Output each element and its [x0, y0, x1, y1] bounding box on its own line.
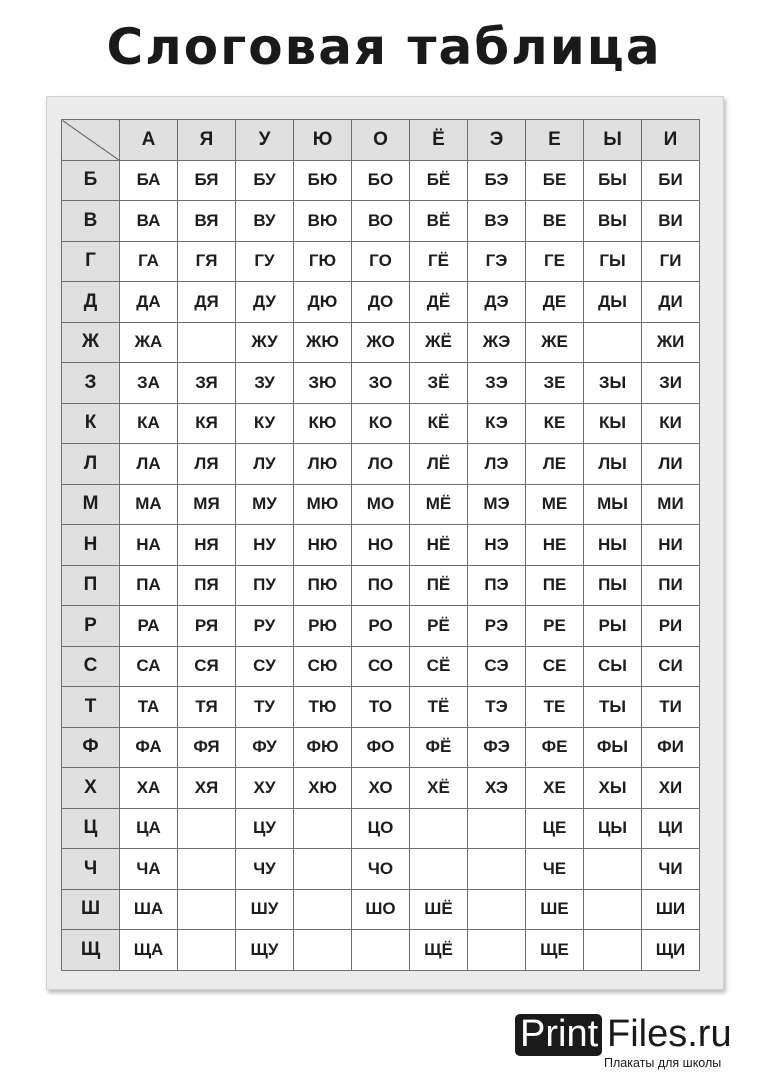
- syllable-cell: ГЮ: [294, 241, 352, 282]
- syllable-cell: ШУ: [236, 889, 294, 930]
- syllable-cell: СЮ: [294, 646, 352, 687]
- syllable-cell: ТА: [120, 687, 178, 728]
- consonant-header: Л: [62, 444, 120, 485]
- syllable-cell: ЛЭ: [468, 444, 526, 485]
- consonant-header: Ч: [62, 849, 120, 890]
- syllable-cell: БЮ: [294, 160, 352, 201]
- syllable-cell: НА: [120, 525, 178, 566]
- empty-cell: [468, 930, 526, 971]
- table-row: [62, 363, 700, 404]
- syllable-cell: ЖИ: [642, 322, 700, 363]
- page-title: Слоговая таблица: [106, 18, 662, 76]
- syllable-cell: ДЫ: [584, 282, 642, 323]
- syllable-cell: ГА: [120, 241, 178, 282]
- table-row: [62, 322, 700, 363]
- syllable-cell: ТУ: [236, 687, 294, 728]
- empty-cell: [584, 322, 642, 363]
- syllable-cell: НЫ: [584, 525, 642, 566]
- syllable-cell: НЮ: [294, 525, 352, 566]
- vowel-header: Ы: [584, 120, 642, 161]
- syllable-cell: ПЫ: [584, 565, 642, 606]
- syllable-cell: БЭ: [468, 160, 526, 201]
- syllable-cell: СА: [120, 646, 178, 687]
- syllable-cell: ГУ: [236, 241, 294, 282]
- syllable-cell: ШЕ: [526, 889, 584, 930]
- syllable-cell: ДУ: [236, 282, 294, 323]
- syllable-cell: ХЮ: [294, 768, 352, 809]
- syllable-cell: НЕ: [526, 525, 584, 566]
- syllable-cell: МЫ: [584, 484, 642, 525]
- table-row: [62, 484, 700, 525]
- table-row: [62, 768, 700, 809]
- syllable-cell: ФЁ: [410, 727, 468, 768]
- syllable-cell: ЗО: [352, 363, 410, 404]
- syllable-cell: ЛИ: [642, 444, 700, 485]
- syllable-cell: МИ: [642, 484, 700, 525]
- empty-cell: [294, 808, 352, 849]
- syllable-cell: ЧУ: [236, 849, 294, 890]
- consonant-header: П: [62, 565, 120, 606]
- syllable-cell: РА: [120, 606, 178, 647]
- syllable-cell: ЦЕ: [526, 808, 584, 849]
- syllable-cell: ДО: [352, 282, 410, 323]
- empty-cell: [294, 889, 352, 930]
- empty-cell: [410, 849, 468, 890]
- syllable-cell: ЦО: [352, 808, 410, 849]
- syllable-cell: МЭ: [468, 484, 526, 525]
- syllable-cell: СЕ: [526, 646, 584, 687]
- syllable-cell: КИ: [642, 403, 700, 444]
- syllable-cell: МЮ: [294, 484, 352, 525]
- syllable-cell: НИ: [642, 525, 700, 566]
- syllable-cell: ПЁ: [410, 565, 468, 606]
- syllable-cell: ШИ: [642, 889, 700, 930]
- syllable-cell: БЫ: [584, 160, 642, 201]
- vowel-header: Э: [468, 120, 526, 161]
- syllable-cell: РЫ: [584, 606, 642, 647]
- syllable-cell: РЕ: [526, 606, 584, 647]
- syllable-cell: ЛЁ: [410, 444, 468, 485]
- syllable-cell: СЁ: [410, 646, 468, 687]
- consonant-header: Б: [62, 160, 120, 201]
- syllable-cell: РО: [352, 606, 410, 647]
- syllable-cell: ГЯ: [178, 241, 236, 282]
- table-row: [62, 444, 700, 485]
- syllable-cell: ХЕ: [526, 768, 584, 809]
- table-row: [62, 849, 700, 890]
- syllable-cell: ГЁ: [410, 241, 468, 282]
- syllable-cell: МА: [120, 484, 178, 525]
- syllable-cell: ЗИ: [642, 363, 700, 404]
- syllable-cell: ЗУ: [236, 363, 294, 404]
- syllable-cell: ВЯ: [178, 201, 236, 242]
- table-row: [62, 687, 700, 728]
- syllable-cell: ВЮ: [294, 201, 352, 242]
- syllable-cell: ВА: [120, 201, 178, 242]
- vowel-header: О: [352, 120, 410, 161]
- syllable-cell: БИ: [642, 160, 700, 201]
- syllable-cell: ФЯ: [178, 727, 236, 768]
- syllable-cell: ПЮ: [294, 565, 352, 606]
- syllable-cell: ША: [120, 889, 178, 930]
- syllable-cell: МЁ: [410, 484, 468, 525]
- table-row: [62, 808, 700, 849]
- syllable-cell: ЖЕ: [526, 322, 584, 363]
- syllable-cell: КЭ: [468, 403, 526, 444]
- syllable-cell: ТЮ: [294, 687, 352, 728]
- syllable-cell: ДЁ: [410, 282, 468, 323]
- table-row: [62, 930, 700, 971]
- syllable-cell: ТЁ: [410, 687, 468, 728]
- syllable-cell: ЩИ: [642, 930, 700, 971]
- syllable-cell: ЦА: [120, 808, 178, 849]
- syllable-cell: МУ: [236, 484, 294, 525]
- syllable-cell: НЯ: [178, 525, 236, 566]
- syllable-cell: МО: [352, 484, 410, 525]
- syllable-cell: ЗЮ: [294, 363, 352, 404]
- consonant-header: Д: [62, 282, 120, 323]
- syllable-cell: ТИ: [642, 687, 700, 728]
- syllable-cell: ВЭ: [468, 201, 526, 242]
- syllable-cell: ГЭ: [468, 241, 526, 282]
- empty-cell: [178, 889, 236, 930]
- table-row: [62, 727, 700, 768]
- table-row: [62, 565, 700, 606]
- syllable-cell: ВЫ: [584, 201, 642, 242]
- syllable-cell: СЯ: [178, 646, 236, 687]
- consonant-header: Р: [62, 606, 120, 647]
- syllable-cell: СЫ: [584, 646, 642, 687]
- header-row: [62, 120, 700, 161]
- empty-cell: [178, 322, 236, 363]
- syllable-cell: ДЕ: [526, 282, 584, 323]
- consonant-header: М: [62, 484, 120, 525]
- syllable-cell: ГЫ: [584, 241, 642, 282]
- syllable-cell: ЖЁ: [410, 322, 468, 363]
- syllable-cell: ХЫ: [584, 768, 642, 809]
- empty-cell: [294, 849, 352, 890]
- syllable-cell: ЖЭ: [468, 322, 526, 363]
- syllable-cell: ТЯ: [178, 687, 236, 728]
- syllable-cell: ХЯ: [178, 768, 236, 809]
- vowel-header: А: [120, 120, 178, 161]
- syllable-cell: ЧО: [352, 849, 410, 890]
- consonant-header: Т: [62, 687, 120, 728]
- syllable-cell: ФУ: [236, 727, 294, 768]
- consonant-header: З: [62, 363, 120, 404]
- syllable-cell: ТЫ: [584, 687, 642, 728]
- syllable-cell: ЩЁ: [410, 930, 468, 971]
- vowel-header: Ё: [410, 120, 468, 161]
- syllable-cell: РЯ: [178, 606, 236, 647]
- syllable-cell: ДА: [120, 282, 178, 323]
- syllable-cell: ВИ: [642, 201, 700, 242]
- syllable-cell: БЁ: [410, 160, 468, 201]
- syllable-cell: ПУ: [236, 565, 294, 606]
- syllable-cell: КЮ: [294, 403, 352, 444]
- syllable-cell: РЮ: [294, 606, 352, 647]
- empty-cell: [584, 849, 642, 890]
- syllable-cell: БА: [120, 160, 178, 201]
- syllable-cell: ЛА: [120, 444, 178, 485]
- empty-cell: [584, 889, 642, 930]
- logo-files-text: Files.ru: [607, 1013, 732, 1055]
- syllable-cell: МЕ: [526, 484, 584, 525]
- syllable-cell: ПЯ: [178, 565, 236, 606]
- syllable-cell: ЖО: [352, 322, 410, 363]
- empty-cell: [468, 808, 526, 849]
- empty-cell: [410, 808, 468, 849]
- table-row: [62, 646, 700, 687]
- syllable-cell: ЩА: [120, 930, 178, 971]
- syllable-cell: ВО: [352, 201, 410, 242]
- syllable-cell: ХО: [352, 768, 410, 809]
- table-row: [62, 282, 700, 323]
- syllable-cell: ПА: [120, 565, 178, 606]
- vowel-header: Ю: [294, 120, 352, 161]
- empty-cell: [584, 930, 642, 971]
- syllable-cell: ФЕ: [526, 727, 584, 768]
- table-row: [62, 889, 700, 930]
- syllable-cell: ДИ: [642, 282, 700, 323]
- syllable-cell: СО: [352, 646, 410, 687]
- consonant-header: Ц: [62, 808, 120, 849]
- syllable-cell: ЛЫ: [584, 444, 642, 485]
- syllable-cell: ЛЯ: [178, 444, 236, 485]
- syllable-cell: НУ: [236, 525, 294, 566]
- syllable-cell: РЁ: [410, 606, 468, 647]
- syllable-cell: ШЁ: [410, 889, 468, 930]
- syllable-cell: ВЁ: [410, 201, 468, 242]
- empty-cell: [468, 889, 526, 930]
- syllable-cell: ЦЫ: [584, 808, 642, 849]
- table-row: [62, 160, 700, 201]
- syllable-cell: ЩУ: [236, 930, 294, 971]
- syllable-cell: ПЭ: [468, 565, 526, 606]
- syllable-cell: КЁ: [410, 403, 468, 444]
- syllable-cell: ЛО: [352, 444, 410, 485]
- syllable-cell: РУ: [236, 606, 294, 647]
- syllable-cell: ФЫ: [584, 727, 642, 768]
- syllable-cell: ЗЕ: [526, 363, 584, 404]
- syllable-cell: ПИ: [642, 565, 700, 606]
- syllable-cell: ЖУ: [236, 322, 294, 363]
- consonant-header: В: [62, 201, 120, 242]
- logo-tagline: Плакаты для школы: [604, 1056, 722, 1070]
- consonant-header: К: [62, 403, 120, 444]
- syllable-cell: ХИ: [642, 768, 700, 809]
- syllable-cell: ВУ: [236, 201, 294, 242]
- syllable-cell: ЧИ: [642, 849, 700, 890]
- consonant-header: Ш: [62, 889, 120, 930]
- syllable-cell: ЦИ: [642, 808, 700, 849]
- syllable-cell: РЭ: [468, 606, 526, 647]
- syllable-cell: ФИ: [642, 727, 700, 768]
- empty-cell: [178, 849, 236, 890]
- syllable-cell: МЯ: [178, 484, 236, 525]
- syllable-cell: СИ: [642, 646, 700, 687]
- syllable-cell: ЗЭ: [468, 363, 526, 404]
- syllable-cell: ФА: [120, 727, 178, 768]
- syllable-cell: ЛЕ: [526, 444, 584, 485]
- syllable-cell: ПО: [352, 565, 410, 606]
- syllable-cell: КУ: [236, 403, 294, 444]
- corner-cell: [62, 120, 120, 161]
- syllable-cell: ЛЮ: [294, 444, 352, 485]
- syllable-cell: ЖЮ: [294, 322, 352, 363]
- empty-cell: [468, 849, 526, 890]
- vowel-header: Я: [178, 120, 236, 161]
- table-row: [62, 241, 700, 282]
- logo-print-text: Print: [520, 1013, 599, 1055]
- syllable-cell: НЁ: [410, 525, 468, 566]
- syllable-cell: ШО: [352, 889, 410, 930]
- printfiles-logo: [513, 1000, 743, 1080]
- syllable-cell: ЦУ: [236, 808, 294, 849]
- syllable-cell: КЫ: [584, 403, 642, 444]
- syllable-cell: ФЭ: [468, 727, 526, 768]
- syllable-cell: ХЁ: [410, 768, 468, 809]
- vowel-header: И: [642, 120, 700, 161]
- vowel-header: Е: [526, 120, 584, 161]
- syllable-cell: ЗЁ: [410, 363, 468, 404]
- syllable-cell: ЗЫ: [584, 363, 642, 404]
- syllable-table: [61, 119, 700, 971]
- syllable-cell: ХА: [120, 768, 178, 809]
- consonant-header: Н: [62, 525, 120, 566]
- syllable-cell: ГО: [352, 241, 410, 282]
- syllable-cell: СЭ: [468, 646, 526, 687]
- syllable-cell: ДЭ: [468, 282, 526, 323]
- table-row: [62, 525, 700, 566]
- syllable-cell: ЖА: [120, 322, 178, 363]
- syllable-cell: ГЕ: [526, 241, 584, 282]
- syllable-cell: ЗА: [120, 363, 178, 404]
- syllable-cell: КЕ: [526, 403, 584, 444]
- syllable-cell: БУ: [236, 160, 294, 201]
- syllable-cell: ЗЯ: [178, 363, 236, 404]
- syllable-cell: НЭ: [468, 525, 526, 566]
- table-row: [62, 403, 700, 444]
- syllable-cell: ДЮ: [294, 282, 352, 323]
- syllable-cell: ЧЕ: [526, 849, 584, 890]
- syllable-cell: ЩЕ: [526, 930, 584, 971]
- syllable-cell: БО: [352, 160, 410, 201]
- empty-cell: [352, 930, 410, 971]
- consonant-header: Х: [62, 768, 120, 809]
- syllable-cell: КА: [120, 403, 178, 444]
- table-row: [62, 606, 700, 647]
- table-row: [62, 201, 700, 242]
- consonant-header: Ф: [62, 727, 120, 768]
- empty-cell: [294, 930, 352, 971]
- syllable-cell: ДЯ: [178, 282, 236, 323]
- syllable-cell: ВЕ: [526, 201, 584, 242]
- syllable-cell: КЯ: [178, 403, 236, 444]
- empty-cell: [178, 930, 236, 971]
- empty-cell: [178, 808, 236, 849]
- syllable-cell: ХЭ: [468, 768, 526, 809]
- syllable-cell: КО: [352, 403, 410, 444]
- syllable-cell: ТО: [352, 687, 410, 728]
- syllable-cell: ТЕ: [526, 687, 584, 728]
- syllable-cell: ЧА: [120, 849, 178, 890]
- syllable-cell: НО: [352, 525, 410, 566]
- consonant-header: С: [62, 646, 120, 687]
- consonant-header: Ж: [62, 322, 120, 363]
- vowel-header: У: [236, 120, 294, 161]
- syllable-cell: СУ: [236, 646, 294, 687]
- syllable-cell: ЛУ: [236, 444, 294, 485]
- syllable-cell: ГИ: [642, 241, 700, 282]
- syllable-cell: ТЭ: [468, 687, 526, 728]
- syllable-cell: ПЕ: [526, 565, 584, 606]
- syllable-cell: ХУ: [236, 768, 294, 809]
- syllable-cell: ФЮ: [294, 727, 352, 768]
- syllable-cell: БЕ: [526, 160, 584, 201]
- consonant-header: Щ: [62, 930, 120, 971]
- consonant-header: Г: [62, 241, 120, 282]
- syllable-cell: РИ: [642, 606, 700, 647]
- syllable-cell: БЯ: [178, 160, 236, 201]
- syllable-cell: ФО: [352, 727, 410, 768]
